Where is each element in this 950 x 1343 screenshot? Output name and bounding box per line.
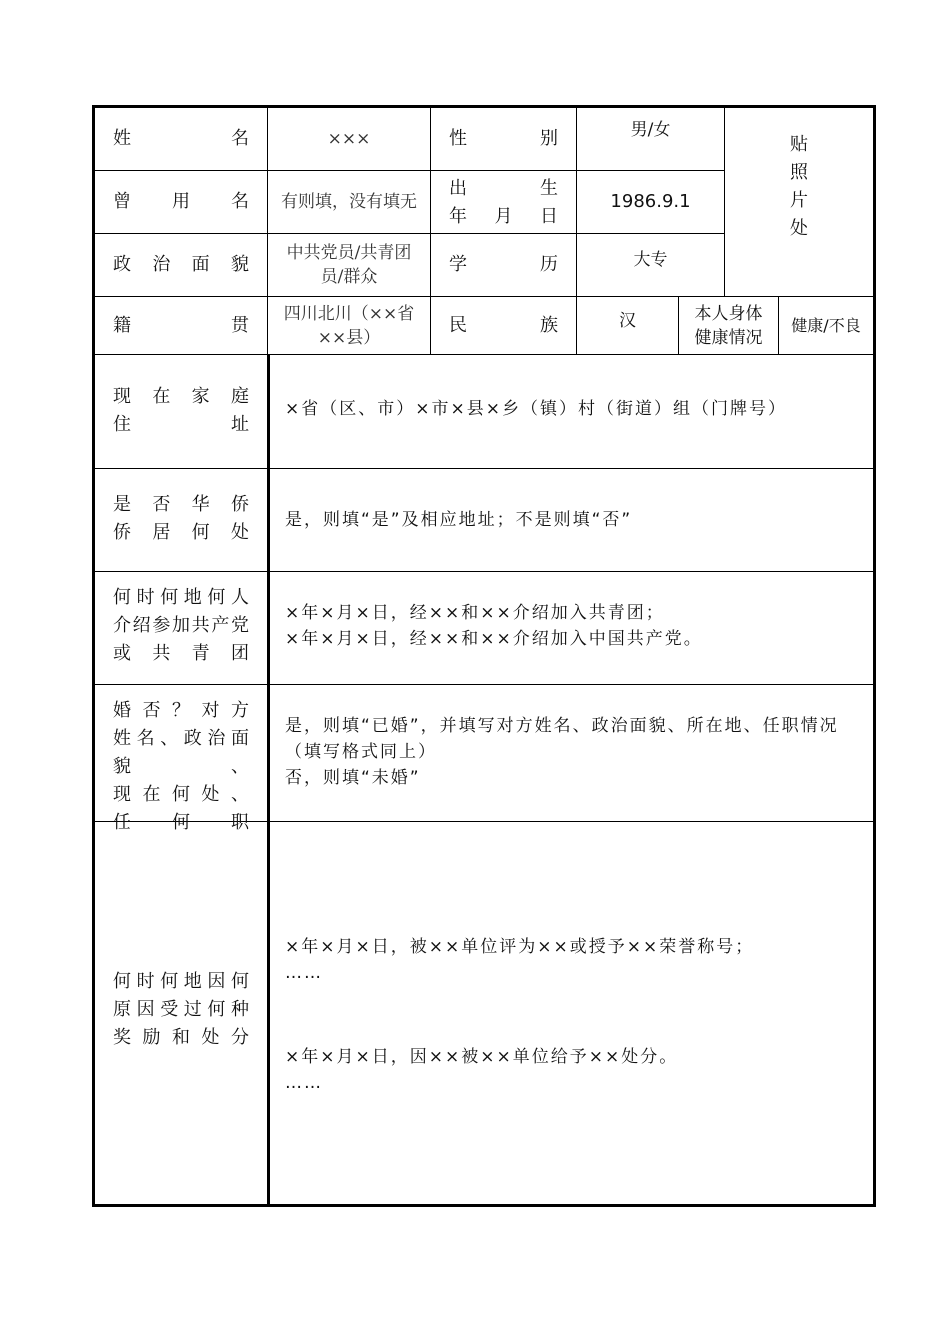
name-label: 姓名 bbox=[113, 128, 249, 149]
overseas-label: 是否华侨 侨居何处 bbox=[113, 494, 249, 543]
education-label: 学历 bbox=[449, 254, 558, 275]
political-label: 政治面貌 bbox=[113, 254, 249, 275]
party-value[interactable] bbox=[271, 572, 873, 684]
birth-value[interactable]: 1986.9.1 bbox=[610, 191, 691, 212]
photo-char: 片 bbox=[790, 190, 808, 211]
photo-placeholder bbox=[725, 108, 873, 296]
reward-ellipsis: …… bbox=[285, 963, 323, 983]
marriage-line: 否，则填“未婚” bbox=[285, 768, 421, 788]
marriage-label: 婚否？对方 姓名、政治面貌、 现在何处、 任何职 bbox=[113, 700, 249, 833]
name-value[interactable]: ××× bbox=[327, 129, 371, 149]
party-line: ×年×月×日，经××和××介绍加入共青团； bbox=[285, 603, 665, 623]
education-value[interactable]: 大专 bbox=[633, 250, 668, 270]
origin-label: 籍贯 bbox=[113, 314, 249, 336]
photo-char: 照 bbox=[790, 162, 808, 183]
reward-line: ×年×月×日，被××单位评为××或授予××荣誉称号； bbox=[285, 937, 755, 957]
health-label: 本人身体健康情况 bbox=[694, 303, 763, 348]
political-value[interactable]: 中共党员/共青团员/群众 bbox=[286, 243, 412, 287]
marriage-line: 是，则填“已婚”，并填写对方姓名、政治面貌、所在地、任职情况（填写格式同上） bbox=[285, 716, 839, 762]
ethnicity-value[interactable]: 汉 bbox=[619, 311, 636, 331]
photo-char: 处 bbox=[790, 218, 808, 239]
gender-label: 性别 bbox=[449, 128, 558, 149]
party-line: ×年×月×日，经××和××介绍加入中国共产党。 bbox=[285, 629, 703, 649]
address-label: 现在家庭 住址 bbox=[113, 386, 249, 435]
origin-value[interactable]: 四川北川（××省××县） bbox=[283, 303, 415, 348]
punish-ellipsis: …… bbox=[285, 1073, 323, 1093]
birth-label: 出生 年月日 bbox=[449, 178, 558, 227]
photo-char: 贴 bbox=[790, 134, 808, 155]
gender-value[interactable]: 男/女 bbox=[630, 120, 671, 140]
label-column-divider bbox=[267, 354, 270, 1204]
party-label: 何时何地何人 介绍参加共产党 或共青团 bbox=[113, 587, 249, 664]
overseas-value[interactable]: 是，则填“是”及相应地址；不是则填“否” bbox=[285, 510, 633, 530]
ethnicity-label: 民族 bbox=[449, 314, 558, 336]
former-name-label: 曾用名 bbox=[113, 191, 249, 212]
former-name-value[interactable]: 有则填，没有填无 bbox=[281, 192, 417, 212]
punish-line: ×年×月×日，因××被××单位给予××处分。 bbox=[285, 1047, 679, 1067]
health-value[interactable]: 健康/不良 bbox=[791, 315, 861, 335]
registration-form bbox=[92, 105, 876, 1207]
awards-label: 何时何地因何 原因受过何种 奖励和处分 bbox=[113, 971, 249, 1048]
awards-value[interactable] bbox=[271, 822, 873, 1204]
address-value[interactable]: ×省（区、市）×市×县×乡（镇）村（街道）组（门牌号） bbox=[285, 399, 787, 419]
marriage-value[interactable] bbox=[271, 685, 873, 821]
